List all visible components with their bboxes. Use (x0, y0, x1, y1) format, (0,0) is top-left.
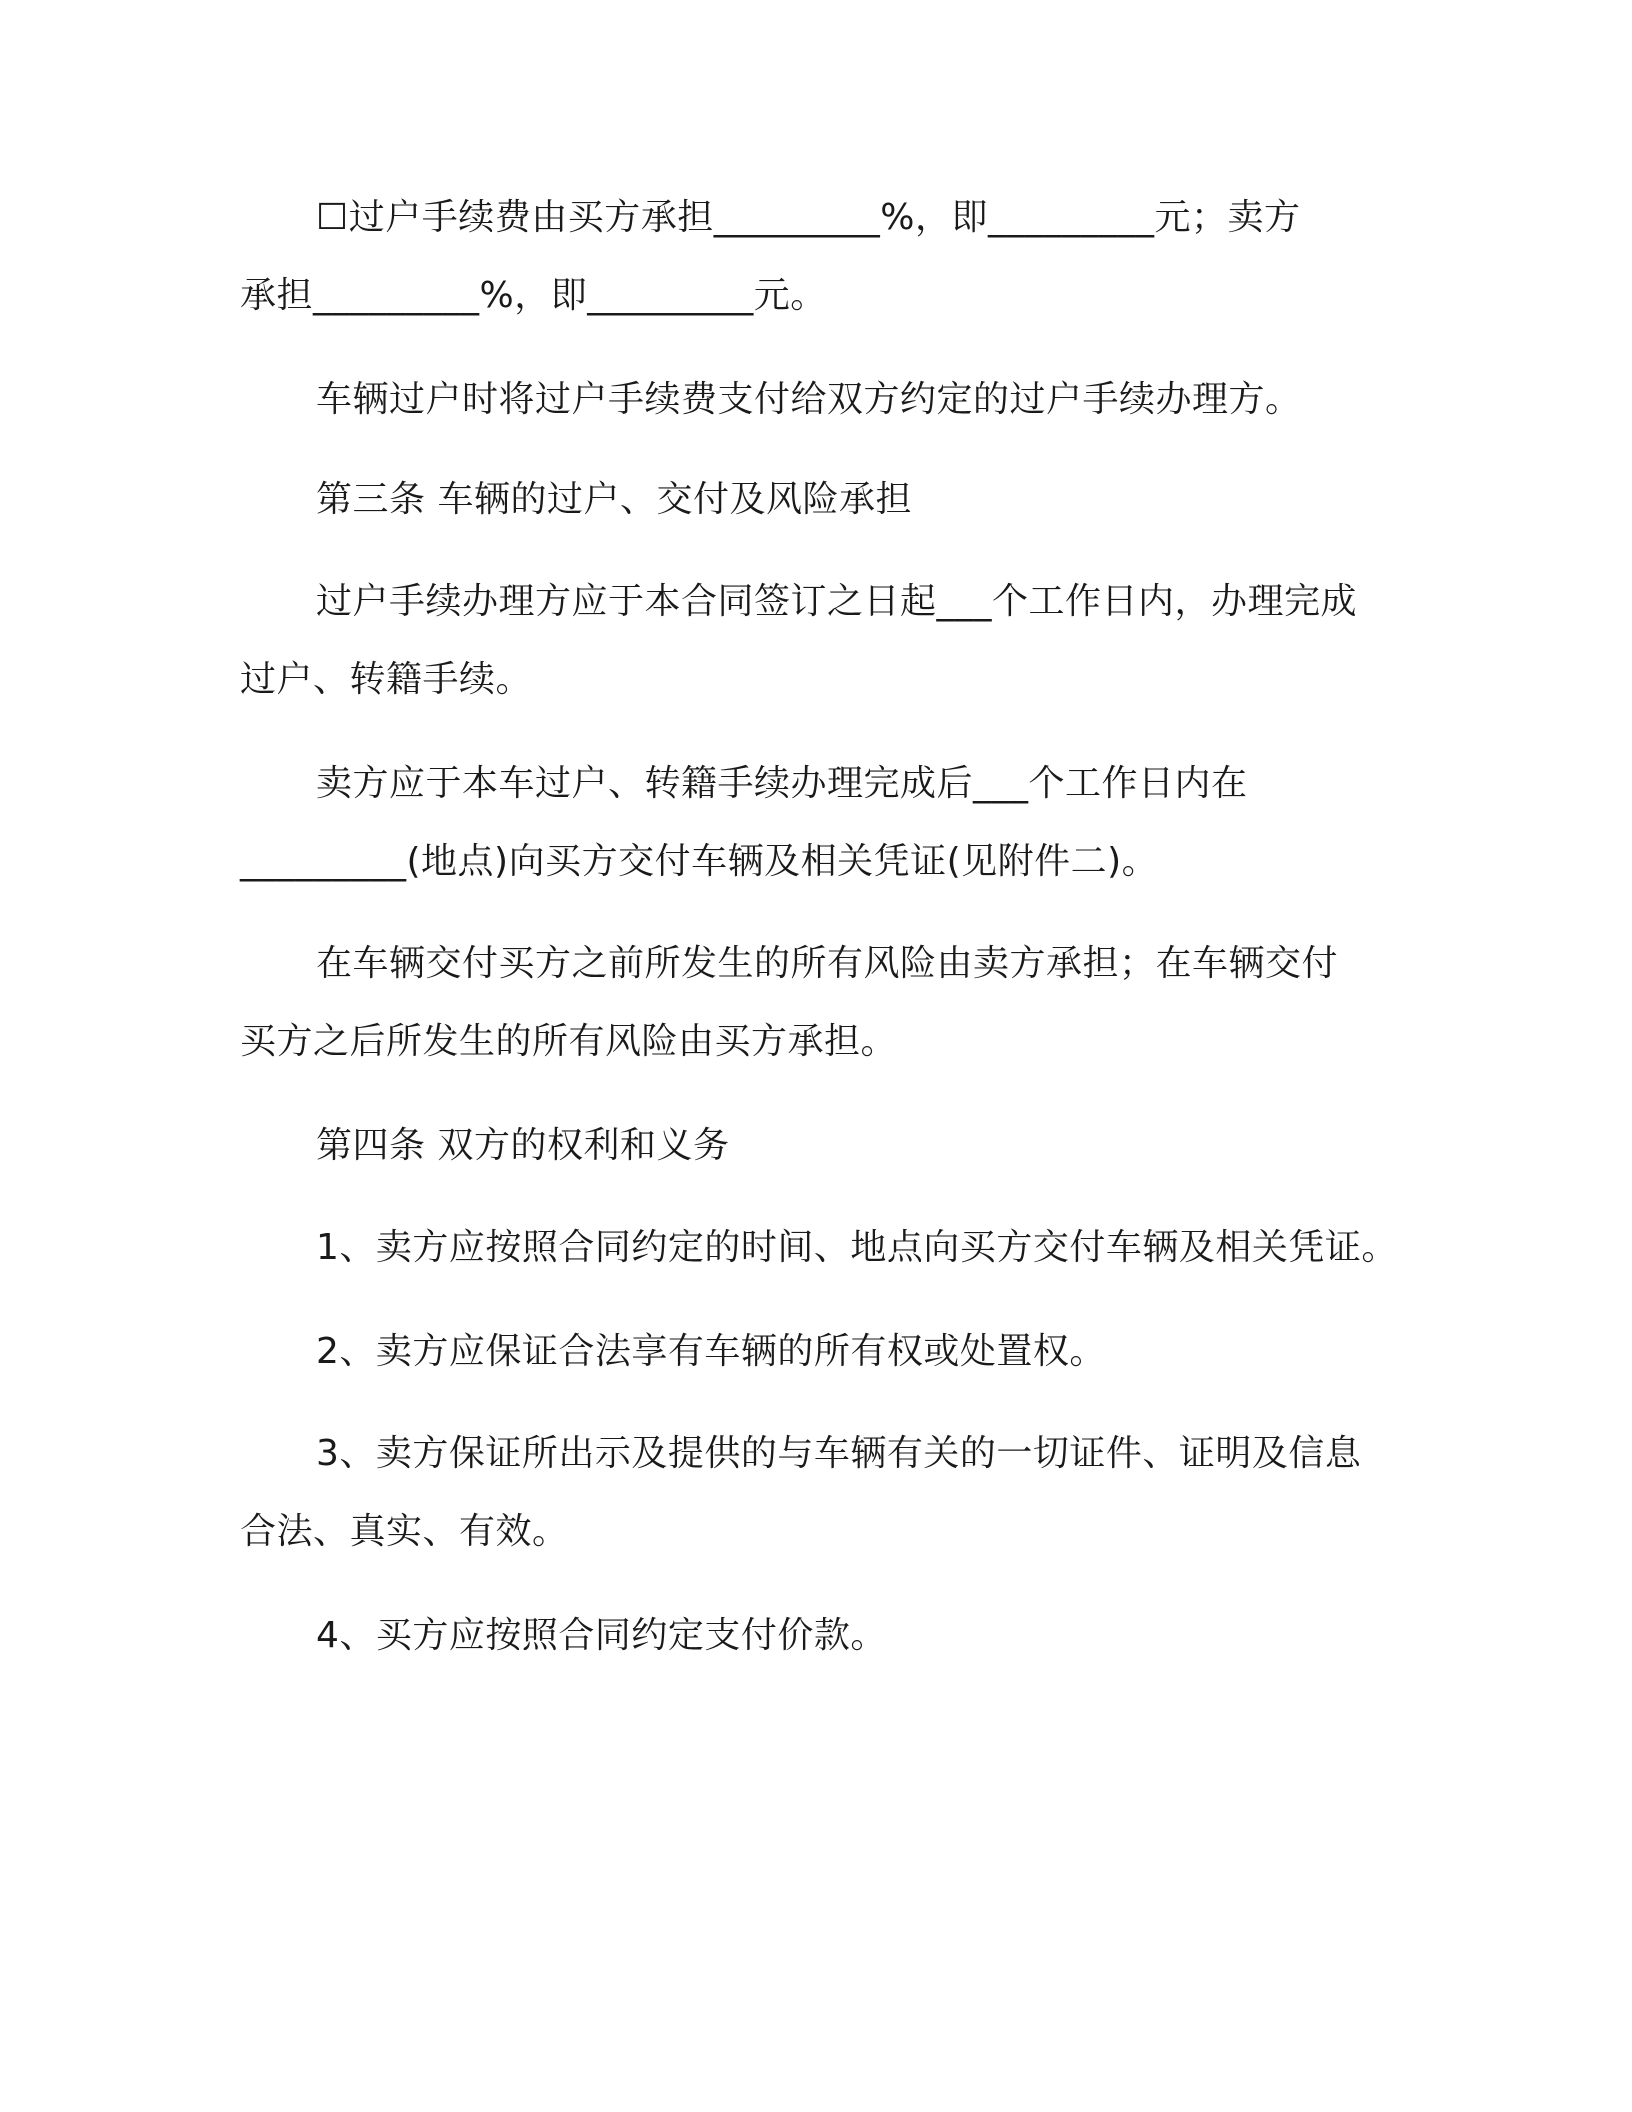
obligation-item-4: 4、买方应按照合同约定支付价款。 (316, 1615, 887, 1656)
fee-seller-share-line: 承担_________%，即_________元。 (240, 275, 827, 316)
risk-line-cont: 买方之后所发生的所有风险由买方承担。 (240, 1021, 898, 1062)
delivery-line-cont: _________(地点)向买方交付车辆及相关凭证(见附件二)。 (240, 841, 1159, 882)
obligation-item-2: 2、卖方应保证合法享有车辆的所有权或处置权。 (316, 1331, 1106, 1372)
obligation-item-1: 1、卖方应按照合同约定的时间、地点向买方交付车辆及相关凭证。 (316, 1227, 1398, 1268)
obligation-item-3-cont: 合法、真实、有效。 (240, 1511, 569, 1552)
delivery-line: 卖方应于本车过户、转籍手续办理完成后___个工作日内在 (316, 763, 1248, 804)
fee-buyer-share-line: ☐过户手续费由买方承担_________%，即_________元；卖方 (316, 197, 1301, 238)
fee-payment-paragraph: 车辆过户时将过户手续费支付给双方约定的过户手续办理方。 (316, 379, 1302, 420)
transfer-deadline-line: 过户手续办理方应于本合同签订之日起___个工作日内，办理完成 (316, 581, 1358, 622)
risk-line: 在车辆交付买方之前所发生的所有风险由卖方承担；在车辆交付 (316, 943, 1339, 984)
transfer-deadline-line-cont: 过户、转籍手续。 (240, 659, 533, 700)
article-4-heading: 第四条 双方的权利和义务 (316, 1125, 730, 1166)
obligation-item-3: 3、卖方保证所出示及提供的与车辆有关的一切证件、证明及信息 (316, 1433, 1362, 1474)
article-3-heading: 第三条 车辆的过户、交付及风险承担 (316, 479, 912, 520)
